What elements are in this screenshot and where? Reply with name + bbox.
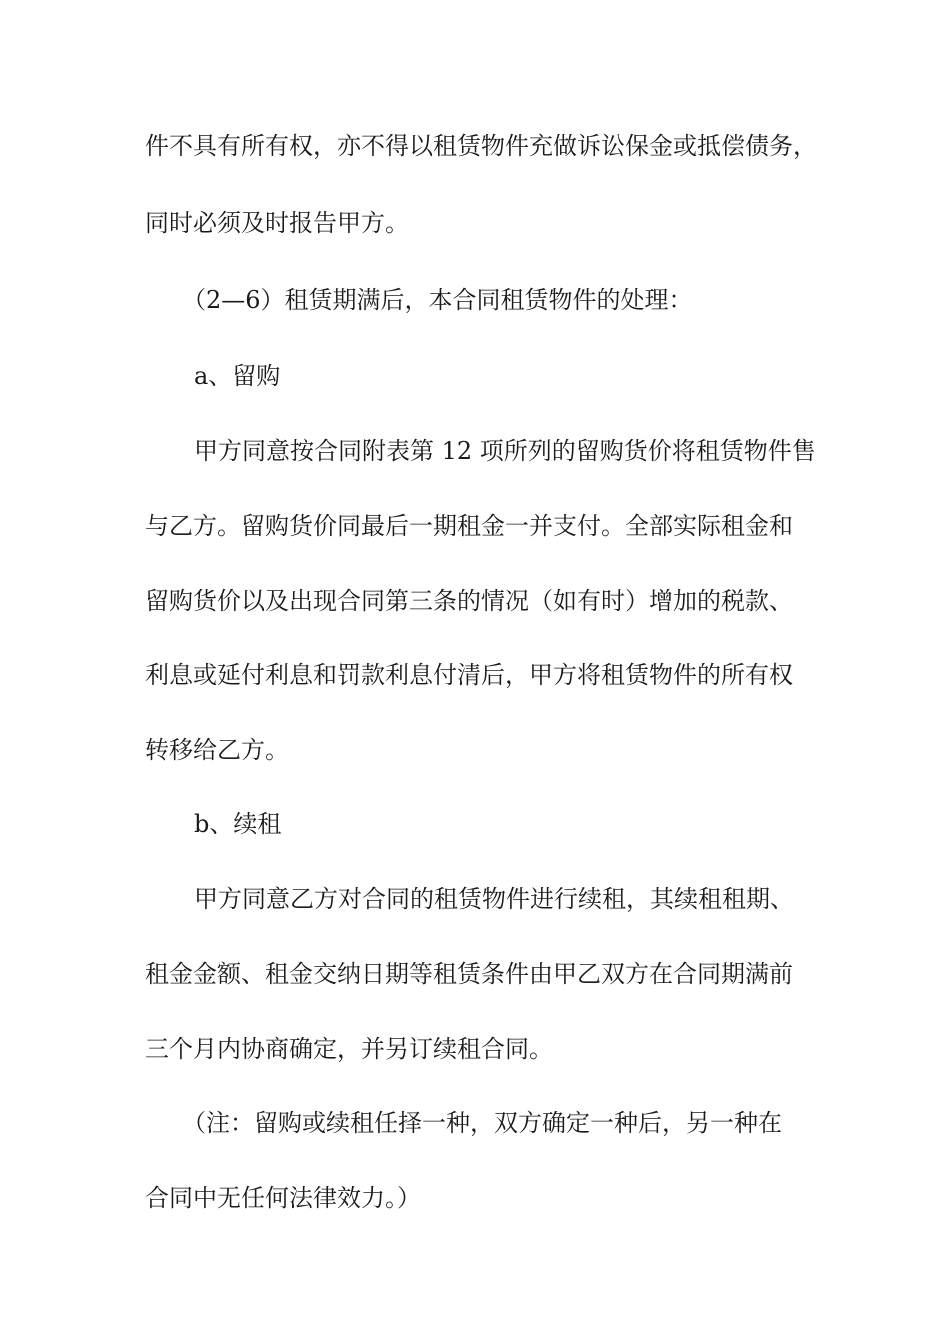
body-line: 转移给乙方。 bbox=[145, 736, 289, 764]
body-line: 甲方同意按合同附表第 12 项所列的留购货价将租赁物件售 bbox=[194, 437, 816, 465]
body-line: 件不具有所有权，亦不得以租赁物件充做诉讼保金或抵偿债务， bbox=[145, 132, 817, 160]
body-line: 同时必须及时报告甲方。 bbox=[145, 209, 409, 237]
body-line: 三个月内协商确定，并另订续租合同。 bbox=[145, 1035, 553, 1063]
body-line: 租金金额、租金交纳日期等租赁条件由甲乙双方在合同期满前 bbox=[145, 960, 793, 988]
note-line: （注：留购或续租任择一种，双方确定一种后，另一种在 bbox=[182, 1109, 782, 1137]
section-heading: （2—6）租赁期满后，本合同租赁物件的处理： bbox=[182, 286, 693, 314]
option-a-heading: a、留购 bbox=[194, 362, 281, 390]
note-line: 合同中无任何法律效力。） bbox=[145, 1184, 421, 1212]
body-line: 留购货价以及出现合同第三条的情况（如有时）增加的税款、 bbox=[145, 587, 793, 615]
body-line: 与乙方。留购货价同最后一期租金一并支付。全部实际租金和 bbox=[145, 512, 793, 540]
body-line: 利息或延付利息和罚款利息付清后，甲方将租赁物件的所有权 bbox=[145, 661, 793, 689]
body-line: 甲方同意乙方对合同的租赁物件进行续租，其续租租期、 bbox=[194, 885, 794, 913]
option-b-heading: b、续租 bbox=[194, 810, 282, 838]
